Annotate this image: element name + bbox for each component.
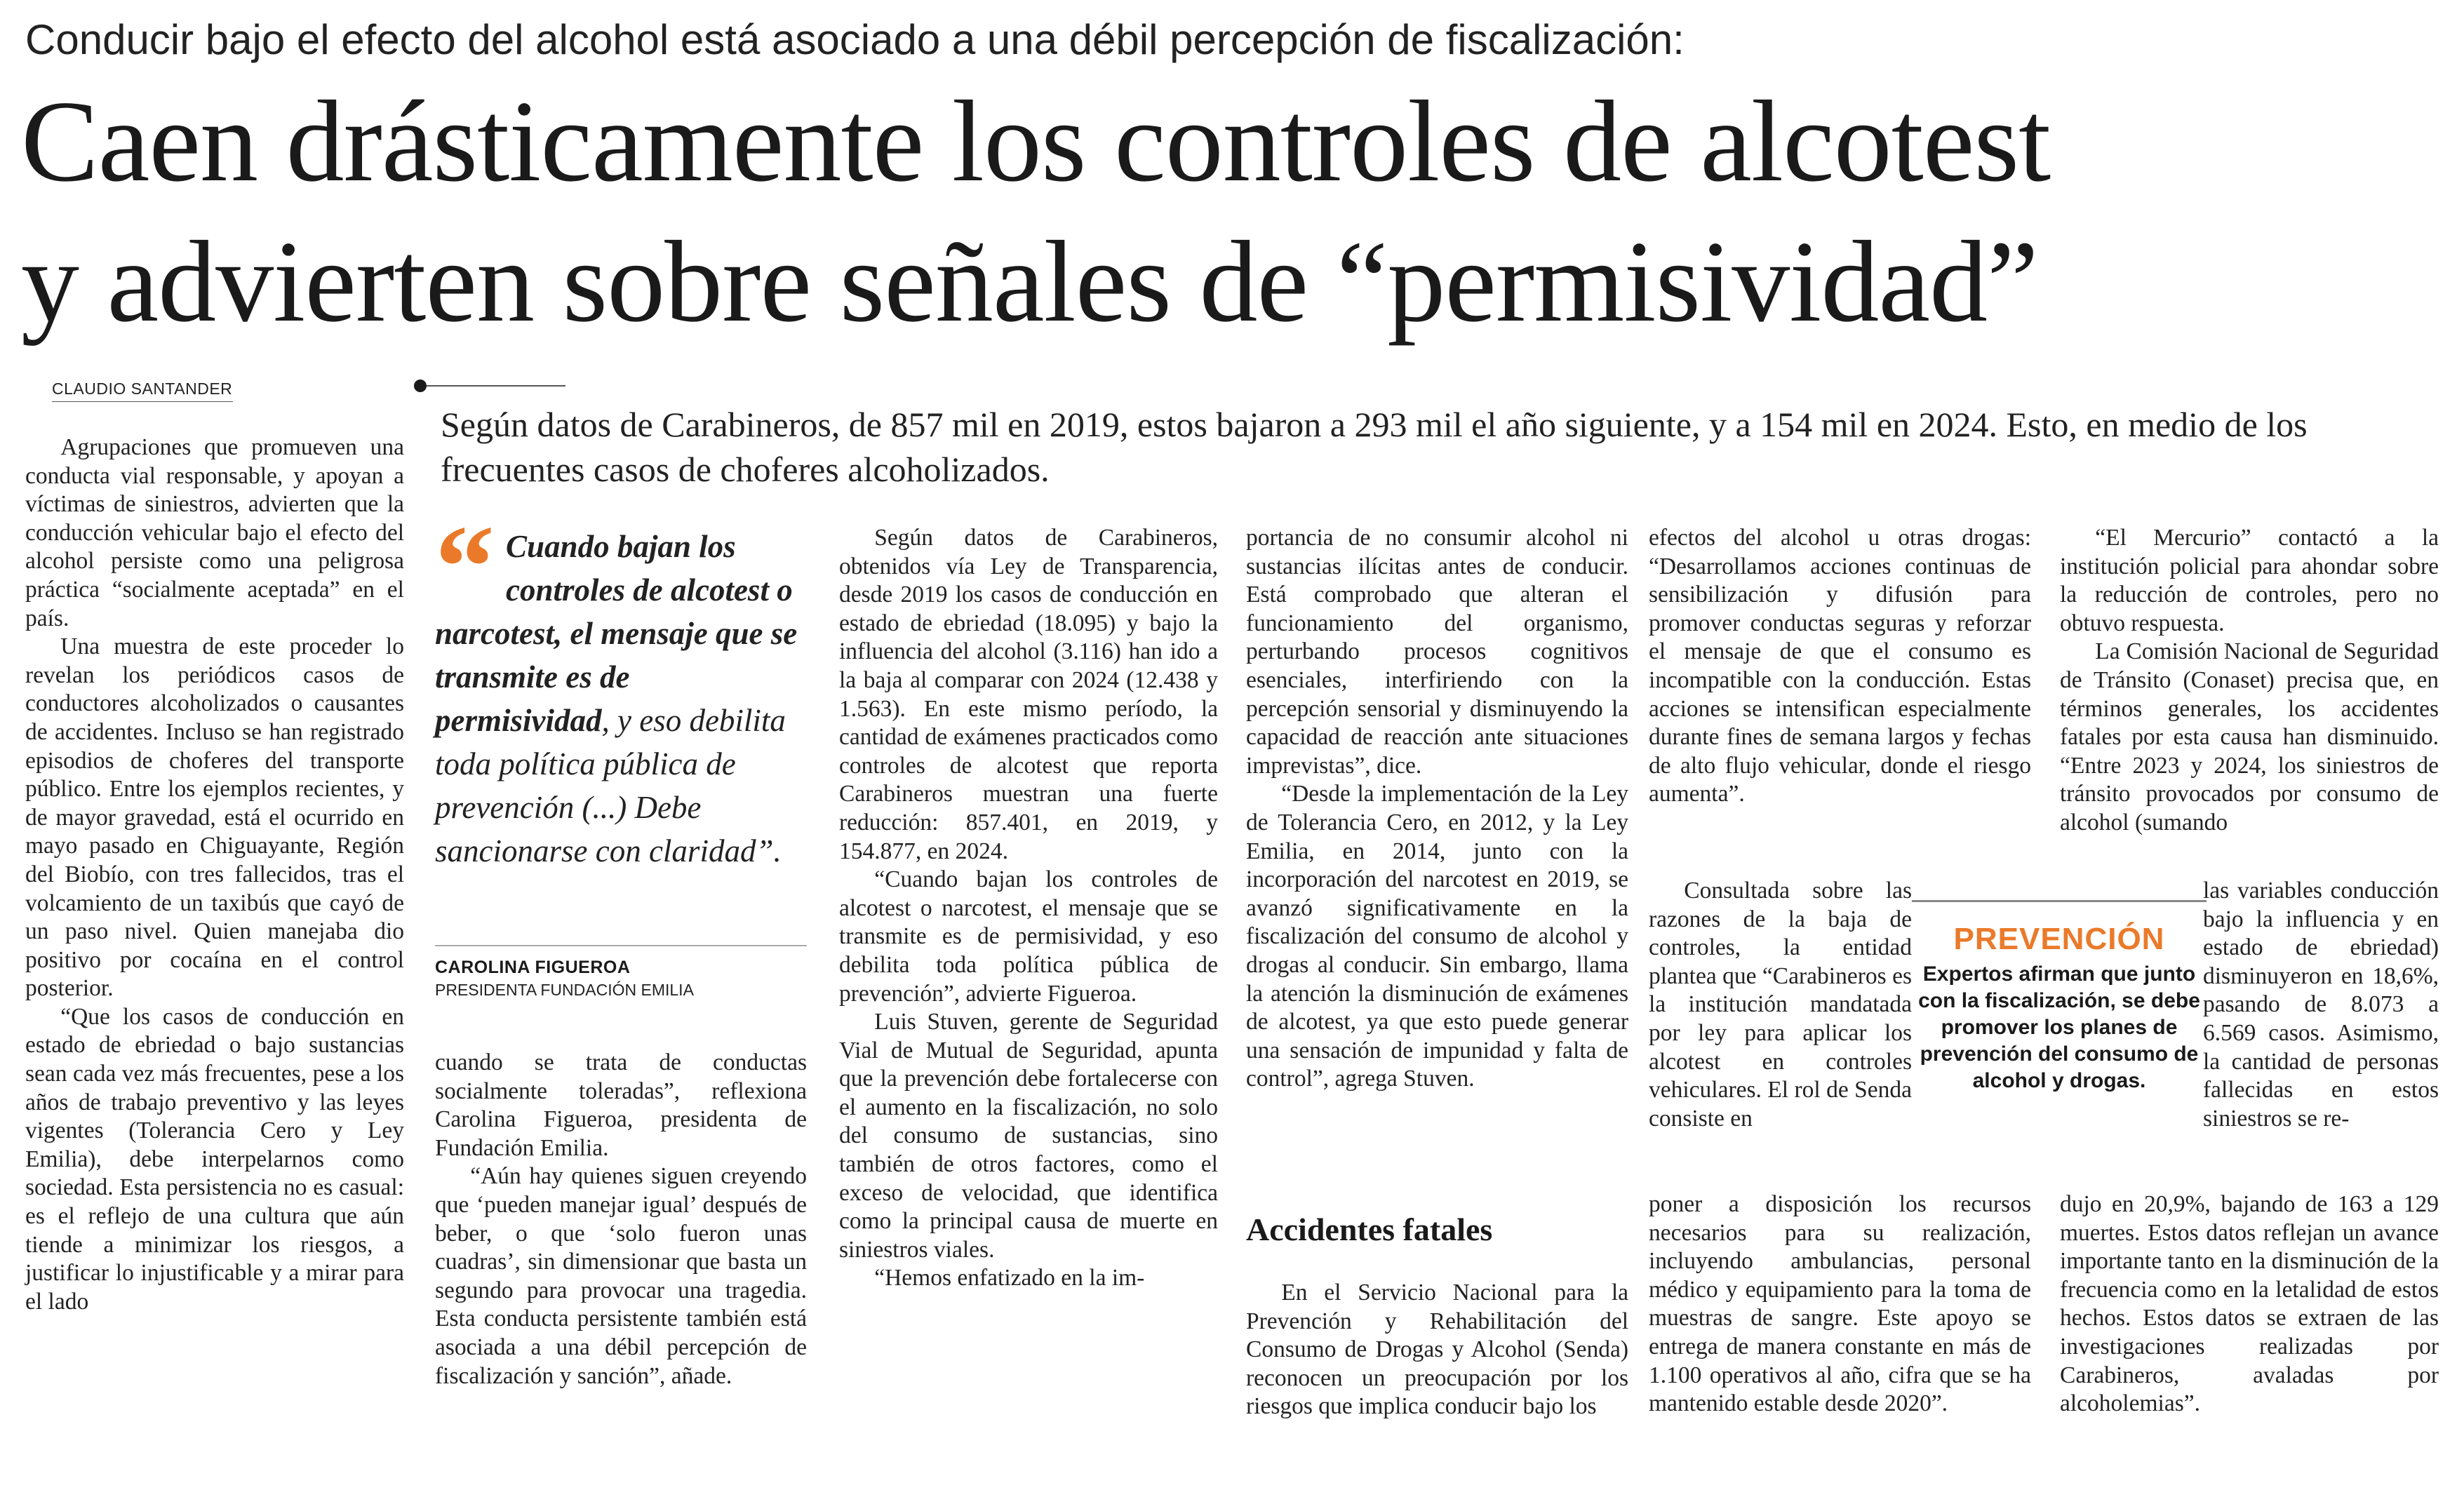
body-column-6-lower [2060, 1190, 2439, 1418]
pull-quote-rule [435, 945, 807, 946]
paragraph: La Comisión Nacional de Seguridad de Tránsito (Conaset) precisa que, en términos generales, los accidentes fatales por esta causa han disminuido. “Entre 2023 y 2024, los siniestros de tránsito provocados por consumo de alcohol (sumando [2060, 638, 2439, 835]
paragraph: “Aún hay quienes siguen creyendo que ‘pueden manejar igual’ después de beber, o que ‘solo fueron unas cuadras’, sin dimensionar que basta un segundo para provocar una tragedia. Esta conducta persistente también está asociada a una débil percepción de fiscalización y sanción”, añade. [435, 1163, 807, 1389]
paragraph: “Desde la implementación de la Ley de Tolerancia Cero, en 2012, y la Ley Emilia, en 2014, junto con la incorporación del narcotest en 2019, se avanzó significativamente en la fiscalización del consumo de alcohol y drogas al conducir. Sin embargo, llama la atención la disminución de exámenes de alcotest, ya que esto puede generar una sensación de impunidad y falta de control”, agrega Stuven. [1246, 781, 1628, 1092]
body-column-2 [435, 1049, 807, 1390]
body-column-3 [839, 524, 1218, 1293]
body-column-4-lower [1246, 1279, 1628, 1421]
pull-quote-rest: , y eso debilita toda política pública de prevención (...) Debe sancionarse con claridad”. [435, 703, 786, 868]
body-column-5 [1649, 524, 2031, 809]
paragraph: Luis Stuven, gerente de Seguridad Vial de Mutual de Seguridad, apunta que la prevención debe fortalecerse con el aumento en la fiscalización, no solo del consumo de sustancias, sino también de otros factores, como el exceso de velocidad, que identifica como la principal causa de muerte en siniestros viales. [839, 1009, 1218, 1263]
paragraph: “Cuando bajan los controles de alcotest o narcotest, el mensaje que se transmite es de permisividad, y eso debilita toda política pública de prevención”, advierte Figueroa. [839, 866, 1218, 1007]
kicker: Conducir bajo el efecto del alcohol está asociado a una débil percepción de fiscalización: [25, 16, 1685, 63]
deck-rule [427, 385, 565, 387]
body-column-6-narrow [2203, 877, 2439, 1133]
headline-line-2: y advierten sobre señales de “permisividad” [21, 217, 2038, 346]
sidebar-text: Expertos afirman que junto con la fiscalización, se debe promover los planes de prevención del consumo de alcohol y drogas. [1918, 962, 2200, 1092]
paragraph: efectos del alcohol u otras drogas: “Desarrollamos acciones continuas de sensibilización y difusión para promover conductas seguras y reforzar el mensaje de que el consumo es incompatible con la conducción. Estas acciones se intensifican especialmente durante fines de semana largos y fechas de alto flujo vehicular, donde el riesgo aumenta”. [1649, 525, 2031, 807]
paragraph: cuando se trata de conductas socialmente toleradas”, reflexiona Carolina Figueroa, presidenta de Fundación Emilia. [435, 1049, 807, 1161]
paragraph: “Que los casos de conducción en estado de ebriedad o bajo sustancias sean cada vez más frecuentes, pese a los años de trabajo preventivo y las leyes vigentes (Tolerancia Cero y Ley Emilia), debe interpelarnos como sociedad. Esta persistencia no es casual: es el reflejo de una cultura que aún tiende a minimizar los riesgos, a justificar lo injustificable y a mirar para el lado [25, 1003, 404, 1315]
headline-line-1: Caen drásticamente los controles de alcotest [21, 76, 2051, 206]
pull-quote [435, 501, 807, 873]
paragraph: Una muestra de este proceder lo revelan los periódicos casos de conductores alcoholizados o causantes de accidentes. Incluso se han registrado episodios de choferes del transporte público. Entre los ejemplos recientes, y de mayor gravedad, está el ocurrido en mayo pasado en Chiguayante, Región del Biobío, con tres fallecidos, tras el volcamiento de un taxibús que cayó de un paso nivel. Quien manejaba dio positivo por cocaína en el control posterior. [25, 633, 404, 1002]
byline-rule [52, 401, 233, 402]
sidebar-label: PREVENCIÓN [1953, 922, 2165, 956]
byline: CLAUDIO SANTANDER [52, 380, 233, 398]
paragraph: En el Servicio Nacional para la Prevención y Rehabilitación del Consumo de Drogas y Alcohol (Senda) reconocen un preocupación por los riesgos que implica conducir bajo los [1246, 1280, 1628, 1420]
paragraph: “Hemos enfatizado en la im- [874, 1265, 1145, 1291]
subhead: Accidentes fatales [1246, 1212, 1493, 1247]
sidebar-box [1912, 900, 2207, 1094]
body-column-5-narrow [1649, 877, 1912, 1133]
pull-quote-role: PRESIDENTA FUNDACIÓN EMILIA [435, 981, 694, 999]
deck: Según datos de Carabineros, de 857 mil en 2019, estos bajaron a 293 mil el año siguiente, y a 154 mil en 2024. Esto, en medio de los frecuentes casos de choferes alcoholizados. [441, 405, 2308, 489]
body-column-6 [2060, 524, 2439, 838]
pull-quote-author: CAROLINA FIGUEROA [435, 958, 631, 977]
paragraph: “El Mercurio” contactó a la institución policial para ahondar sobre la reducción de controles, pero no obtuvo respuesta. [2060, 525, 2439, 636]
body-column-4 [1246, 524, 1628, 1094]
deck-bullet-icon [414, 380, 427, 392]
paragraph: dujo en 20,9%, bajando de 163 a 129 muertes. Estos datos reflejan un avance importante tanto en la disminución de la frecuencia como en la letalidad de estos hechos. Estos datos se extraen de las investigaciones realizadas por Carabineros, avaladas por alcoholemias”. [2060, 1191, 2439, 1417]
paragraph: Según datos de Carabineros, obtenidos vía Ley de Transparencia, desde 2019 los casos de conducción en estado de ebriedad (18.095) y bajo la influencia del alcohol (3.116) han ido a la baja al comparar con 2024 (12.438 y 1.563). En este mismo período, la cantidad de exámenes practicados como controles de alcotest que reporta Carabineros muestran una fuerte reducción: 857.401, en 2019, y 154.877, en 2024. [839, 525, 1218, 864]
paragraph: poner a disposición los recursos necesarios para su realización, incluyendo ambulancias, personal médico y equipamiento para la toma de muestras de sangre. Este apoyo se entrega de manera constante en más de 1.100 operativos al año, cifra que se ha mantenido estable desde 2020”. [1649, 1191, 2031, 1417]
pull-quote-bold: Cuando bajan los controles de alcotest o narcotest, el mensaje que se transmite es de permisividad [435, 529, 798, 738]
paragraph: Agrupaciones que promueven una conducta vial responsable, y apoyan a víctimas de siniestros, advierten que la conducción vehicular bajo el efecto del alcohol persiste como una peligrosa práctica “socialmente aceptada” en el país. [25, 434, 404, 631]
body-column-1 [25, 434, 404, 1316]
paragraph: las variables conducción bajo la influencia y en estado de ebriedad) disminuyeron en 18,6%, pasando de 8.073 a 6.569 casos. Asimismo, la cantidad de personas fallecidas en estos siniestros se re- [2203, 878, 2439, 1132]
paragraph: Consultada sobre las razones de la baja de controles, la entidad plantea que “Carabineros es la institución mandatada por ley para aplicar los alcotest en controles vehiculares. El rol de Senda consiste en [1649, 878, 1912, 1132]
paragraph: portancia de no consumir alcohol ni sustancias ilícitas antes de conducir. Está comprobado que alteran el funcionamiento del organismo, perturbando procesos cognitivos esenciales, interfiriendo con la percepción sensorial y disminuyendo la capacidad de reacción ante situaciones imprevistas”, dice. [1246, 525, 1628, 779]
body-column-5-lower [1649, 1190, 2031, 1418]
quote-mark-icon: “ [435, 501, 495, 633]
